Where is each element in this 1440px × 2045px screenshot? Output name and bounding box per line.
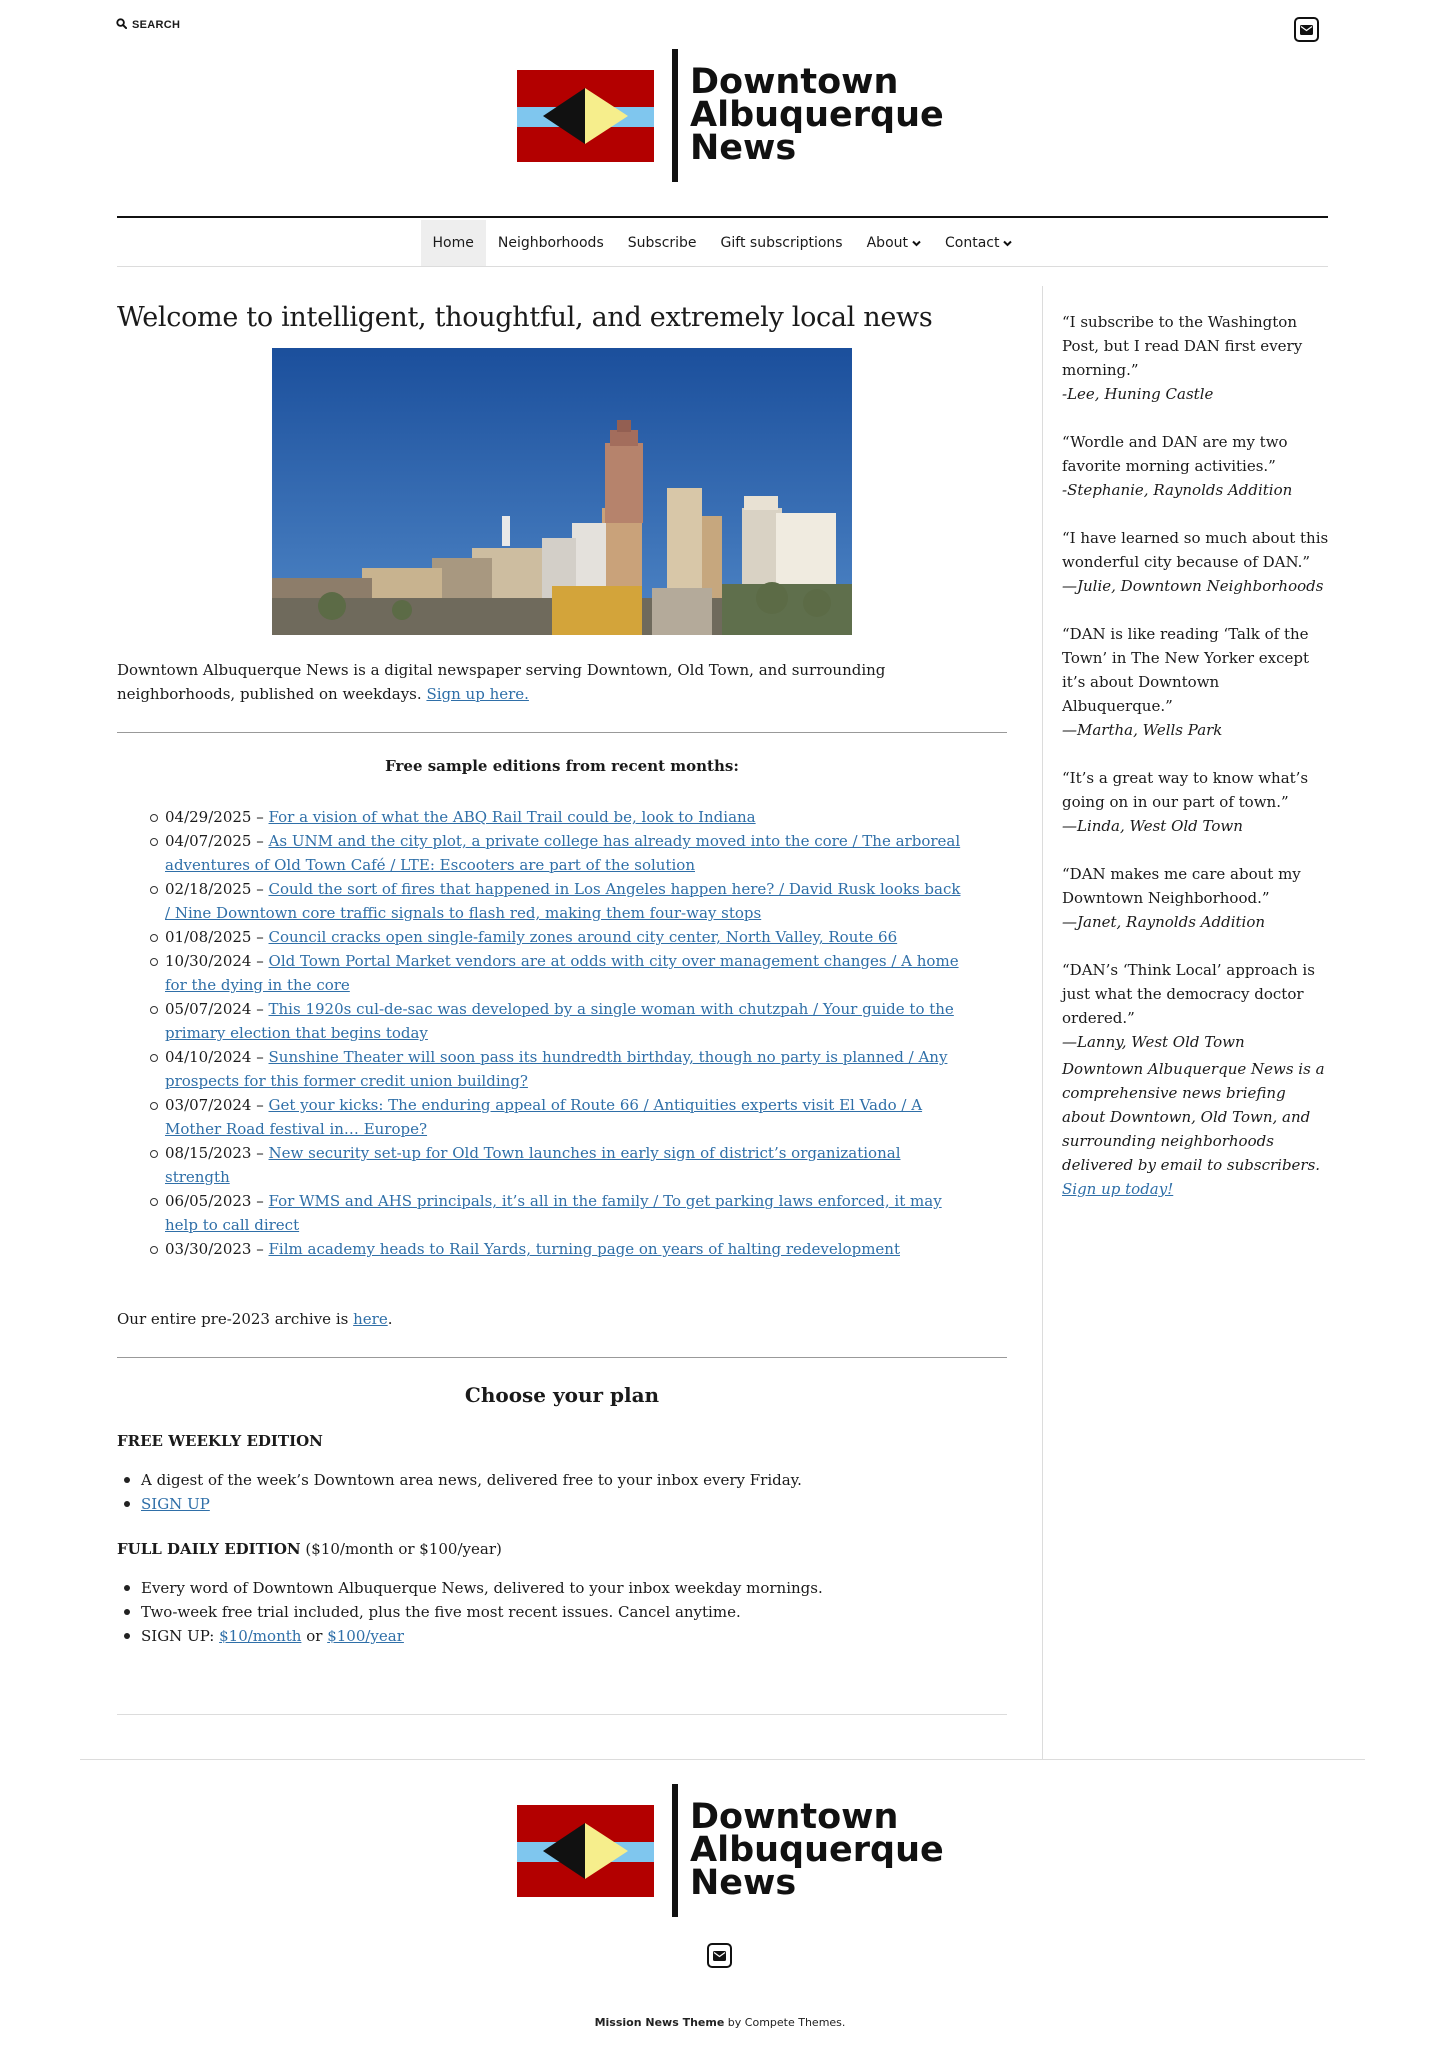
list-item: 03/30/2023 – Film academy heads to Rail Yards, turning page on years of halting redevelopment	[165, 1237, 965, 1261]
sample-edition-link[interactable]: Old Town Portal Market vendors are at odds with city over management changes / A home for the dying in the core	[165, 952, 959, 994]
email-icon[interactable]	[1294, 17, 1319, 42]
section-divider	[117, 1714, 1007, 1715]
chevron-down-icon	[1003, 235, 1012, 251]
email-icon[interactable]	[707, 1943, 732, 1968]
samples-heading: Free sample editions from recent months:	[385, 757, 739, 775]
sidebar-signup-link[interactable]: Sign up today!	[1062, 1180, 1174, 1198]
theme-credit: Mission News Theme by Compete Themes.	[594, 2016, 846, 2029]
logo-divider	[672, 1784, 678, 1917]
logo-flag-icon	[517, 70, 654, 162]
free-plan-list	[141, 1468, 1001, 1516]
list-item: SIGN UP: $10/month or $100/year	[141, 1624, 1001, 1648]
signup-here-link[interactable]: Sign up here.	[426, 685, 529, 703]
yearly-signup-link[interactable]: $100/year	[327, 1627, 404, 1645]
list-item: 08/15/2023 – New security set-up for Old Town launches in early sign of district’s organizational strength	[165, 1141, 965, 1189]
free-plan-heading: FREE WEEKLY EDITION	[117, 1432, 323, 1450]
sample-edition-link[interactable]: As UNM and the city plot, a private college has already moved into the core / The arboreal adventures of Old Town Café / LTE: Escooters are part of the solution	[165, 832, 961, 874]
sample-edition-link[interactable]: This 1920s cul-de-sac was developed by a single woman with chutzpah / Your guide to the primary election that begins today	[165, 1000, 954, 1042]
monthly-signup-link[interactable]: $10/month	[219, 1627, 302, 1645]
list-item: 05/07/2024 – This 1920s cul-de-sac was developed by a single woman with chutzpah / Your guide to the primary election that begins today	[165, 997, 965, 1045]
sample-edition-link[interactable]: Get your kicks: The enduring appeal of Route 66 / Antiquities experts visit El Vado / A Mother Road festival in… Europe?	[165, 1096, 923, 1138]
list-item: 04/10/2024 – Sunshine Theater will soon pass its hundredth birthday, though no party is planned / Any prospects for this former credit union building?	[165, 1045, 965, 1093]
nav-bottom-divider	[117, 266, 1328, 267]
sample-edition-link[interactable]: For a vision of what the ABQ Rail Trail could be, look to Indiana	[268, 808, 756, 826]
nav-item-about[interactable]: About	[855, 220, 933, 266]
nav-item-gift-subscriptions[interactable]: Gift subscriptions	[720, 235, 843, 251]
sample-edition-link[interactable]: Could the sort of fires that happened in Los Angeles happen here? / David Rusk looks back / Nine Downtown core traffic signals to flash red, making them four-way stops	[165, 880, 961, 922]
search-label: SEARCH	[132, 19, 181, 31]
testimonial: “DAN is like reading ‘Talk of the Town’ in The New Yorker except it’s about Downtown Albuquerque.” —Martha, Wells Park	[1062, 625, 1310, 739]
main-content	[117, 287, 1007, 1645]
list-item: 10/30/2024 – Old Town Portal Market vendors are at odds with city over management changes / A home for the dying in the core	[165, 949, 965, 997]
list-item: 03/07/2024 – Get your kicks: The enduring appeal of Route 66 / Antiquities experts visit El Vado / A Mother Road festival in… Europe?	[165, 1093, 965, 1141]
sample-edition-link[interactable]: For WMS and AHS principals, it’s all in the family / To get parking laws enforced, it may help to call direct	[165, 1192, 942, 1234]
sidebar	[1062, 310, 1330, 1198]
sample-edition-link[interactable]: Film academy heads to Rail Yards, turning page on years of halting redevelopment	[268, 1240, 900, 1258]
logo-wordmark: Downtown Albuquerque News	[690, 1797, 944, 1903]
list-item: Every word of Downtown Albuquerque News, delivered to your inbox weekday mornings.	[141, 1576, 1001, 1600]
archive-note: Our entire pre-2023 archive is here.	[117, 1310, 393, 1328]
nav-top-divider	[117, 216, 1328, 218]
testimonial: “I have learned so much about this wonderful city because of DAN.” —Julie, Downtown Neighborhoods	[1062, 529, 1329, 595]
search-button[interactable]	[116, 18, 180, 32]
logo-wordmark: Downtown Albuquerque News	[690, 62, 944, 168]
list-item: A digest of the week’s Downtown area news, delivered free to your inbox every Friday.	[141, 1468, 1001, 1492]
logo-divider	[672, 49, 678, 182]
list-item: 06/05/2023 – For WMS and AHS principals, it’s all in the family / To get parking laws enforced, it may help to call direct	[165, 1189, 965, 1237]
search-icon	[116, 18, 127, 32]
sample-editions-list	[165, 805, 965, 1261]
theme-name-link[interactable]: Mission News Theme	[594, 2016, 725, 2029]
chevron-down-icon	[912, 235, 921, 251]
list-item: 01/08/2025 – Council cracks open single-family zones around city center, North Valley, Route 66	[165, 925, 965, 949]
nav-item-neighborhoods[interactable]: Neighborhoods	[497, 235, 604, 251]
testimonial: “Wordle and DAN are my two favorite morning activities.” -Stephanie, Raynolds Addition	[1062, 433, 1293, 499]
list-item: 04/07/2025 – As UNM and the city plot, a private college has already moved into the core / The arboreal adventures of Old Town Café / LTE: Escooters are part of the solution	[165, 829, 965, 877]
hero-image-downtown-skyline	[272, 348, 852, 635]
footer-divider	[80, 1759, 1365, 1760]
list-item: Two-week free trial included, plus the five most recent issues. Cancel anytime.	[141, 1600, 1001, 1624]
sample-edition-link[interactable]: Council cracks open single-family zones around city center, North Valley, Route 66	[268, 928, 898, 946]
list-item: 02/18/2025 – Could the sort of fires that happened in Los Angeles happen here? / David Rusk looks back / Nine Downtown core traffic signals to flash red, making them four-way stops	[165, 877, 965, 925]
about-blurb: Downtown Albuquerque News is a comprehensive news briefing about Downtown, Old Town, and surrounding neighborhoods delivered by email to subscribers. Sign up today!	[1062, 1060, 1325, 1198]
site-logo[interactable]	[517, 49, 944, 182]
nav-item-contact[interactable]: Contact	[933, 220, 1024, 266]
nav-item-home[interactable]: Home	[421, 220, 486, 266]
full-plan-heading: FULL DAILY EDITION ($10/month or $100/year)	[117, 1540, 502, 1558]
list-item: 04/29/2025 – For a vision of what the ABQ Rail Trail could be, look to Indiana	[165, 805, 965, 829]
footer-logo[interactable]	[517, 1784, 944, 1917]
intro-paragraph: Downtown Albuquerque News is a digital newspaper serving Downtown, Old Town, and surrounding neighborhoods, published on weekdays. Sign up here.	[117, 661, 886, 703]
logo-flag-icon	[517, 1805, 654, 1897]
nav-item-subscribe[interactable]: Subscribe	[627, 235, 697, 251]
testimonial: “DAN’s ‘Think Local’ approach is just what the democracy doctor ordered.” —Lanny, West Old Town	[1062, 961, 1315, 1051]
sidebar-divider	[1042, 286, 1043, 1759]
testimonial: “DAN makes me care about my Downtown Neighborhood.” —Janet, Raynolds Addition	[1062, 865, 1301, 931]
archive-link[interactable]: here	[353, 1310, 388, 1328]
testimonial: “It’s a great way to know what’s going on in our part of town.” —Linda, West Old Town	[1062, 769, 1309, 835]
full-plan-list	[141, 1576, 1001, 1648]
section-divider	[117, 732, 1007, 733]
section-divider	[117, 1357, 1007, 1358]
free-signup-link[interactable]: SIGN UP	[141, 1495, 210, 1513]
testimonial: “I subscribe to the Washington Post, but I read DAN first every morning.” -Lee, Huning Castle	[1062, 313, 1303, 403]
plan-heading: Choose your plan	[464, 1383, 660, 1407]
list-item	[141, 1492, 1001, 1516]
main-nav	[117, 220, 1328, 266]
page-title: Welcome to intelligent, thoughtful, and extremely local news	[117, 302, 933, 333]
sample-edition-link[interactable]: New security set-up for Old Town launches in early sign of district’s organizational strength	[165, 1144, 901, 1186]
sample-edition-link[interactable]: Sunshine Theater will soon pass its hundredth birthday, though no party is planned / Any prospects for this former credit union building?	[165, 1048, 948, 1090]
